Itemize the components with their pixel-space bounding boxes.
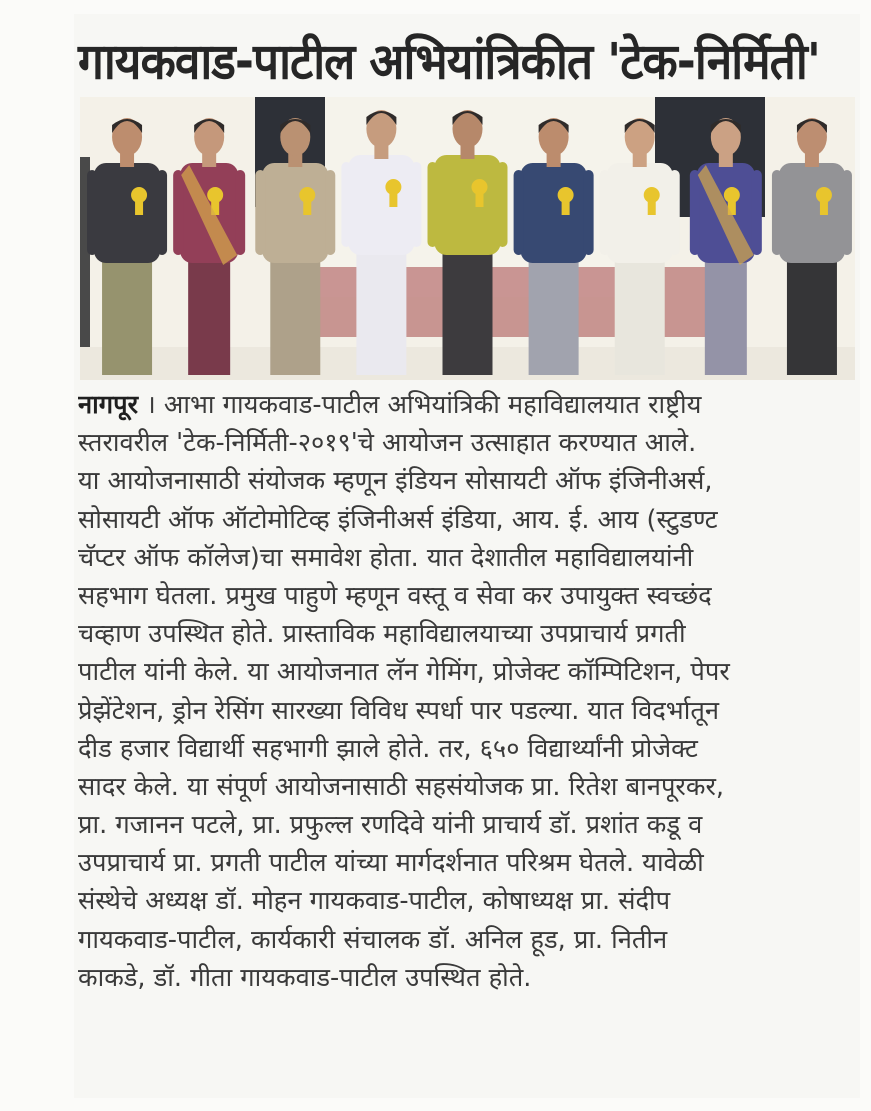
photo-soft-overlay [80,97,855,380]
article-line-6: सहभाग घेतला. प्रमुख पाहुणे म्हणून वस्तू व सेवा कर उपायुक्त स्वच्छंद [78,580,712,611]
newspaper-clipping [74,14,860,1098]
article-line-11: सादर केले. या संपूर्ण आयोजनासाठी सहसंयोजक प्रा. रितेश बानपूरकर, [78,771,724,802]
article-line-12: प्रा. गजानन पटले, प्रा. प्रफुल्ल रणदिवे यांनी प्राचार्य डॉ. प्रशांत कडू व [78,810,703,841]
article-line-7: चव्हाण उपस्थित होते. प्रास्ताविक महाविद्यालयाच्या उपप्राचार्य प्रगती [78,619,686,650]
headline: गायकवाड-पाटील अभियांत्रिकीत 'टेक-निर्मिती' [78,31,820,91]
article-body [78,386,858,997]
article-line-13: उपप्राचार्य प्रा. प्रगती पाटील यांच्या मार्गदर्शनात परिश्रम घेतले. यावेळी [78,848,704,879]
article-line-5: चॅप्टर ऑफ कॉलेज)चा समावेश होता. यात देशातील महाविद्यालयांनी [78,542,694,573]
article-line-10: दीड हजार विद्यार्थी सहभागी झाले होते. तर, ६५० विद्यार्थ्यांनी प्रोजेक्ट [78,733,698,764]
dateline: नागपूर [78,390,139,420]
article-line-8: पाटील यांनी केले. या आयोजनात लॅन गेमिंग, प्रोजेक्ट कॉम्पिटिशन, पेपर [78,657,730,688]
article-line-1 [78,386,858,424]
article-text: आभा गायकवाड-पाटील अभियांत्रिकी महाविद्यालयात राष्ट्रीय [163,390,702,420]
group-photo-image [80,97,855,380]
article-line-14: संस्थेचे अध्यक्ष डॉ. मोहन गायकवाड-पाटील, कोषाध्यक्ष प्रा. संदीप [78,886,671,917]
dateline-separator: । [138,390,164,420]
article-line-16: काकडे, डॉ. गीता गायकवाड-पाटील उपस्थित होते. [78,962,532,993]
group-photo [80,97,855,380]
article-line-2: स्तरावरील 'टेक-निर्मिती-२०१९'चे आयोजन उत्साहात करण्यात आले. [78,428,697,459]
article-line-15: गायकवाड-पाटील, कार्यकारी संचालक डॉ. अनिल हूड, प्रा. नितीन [78,924,668,955]
article-line-9: प्रेझेंटेशन, ड्रोन रेसिंग सारख्या विविध स्पर्धा पार पडल्या. यात विदर्भातून [78,695,720,726]
article-line-3: या आयोजनासाठी संयोजक म्हणून इंडियन सोसायटी ऑफ इंजिनीअर्स, [78,466,713,497]
article-line-4: सोसायटी ऑफ ऑटोमोटिव्ह इंजिनीअर्स इंडिया, आय. ई. आय (स्टुडण्ट [78,504,718,535]
